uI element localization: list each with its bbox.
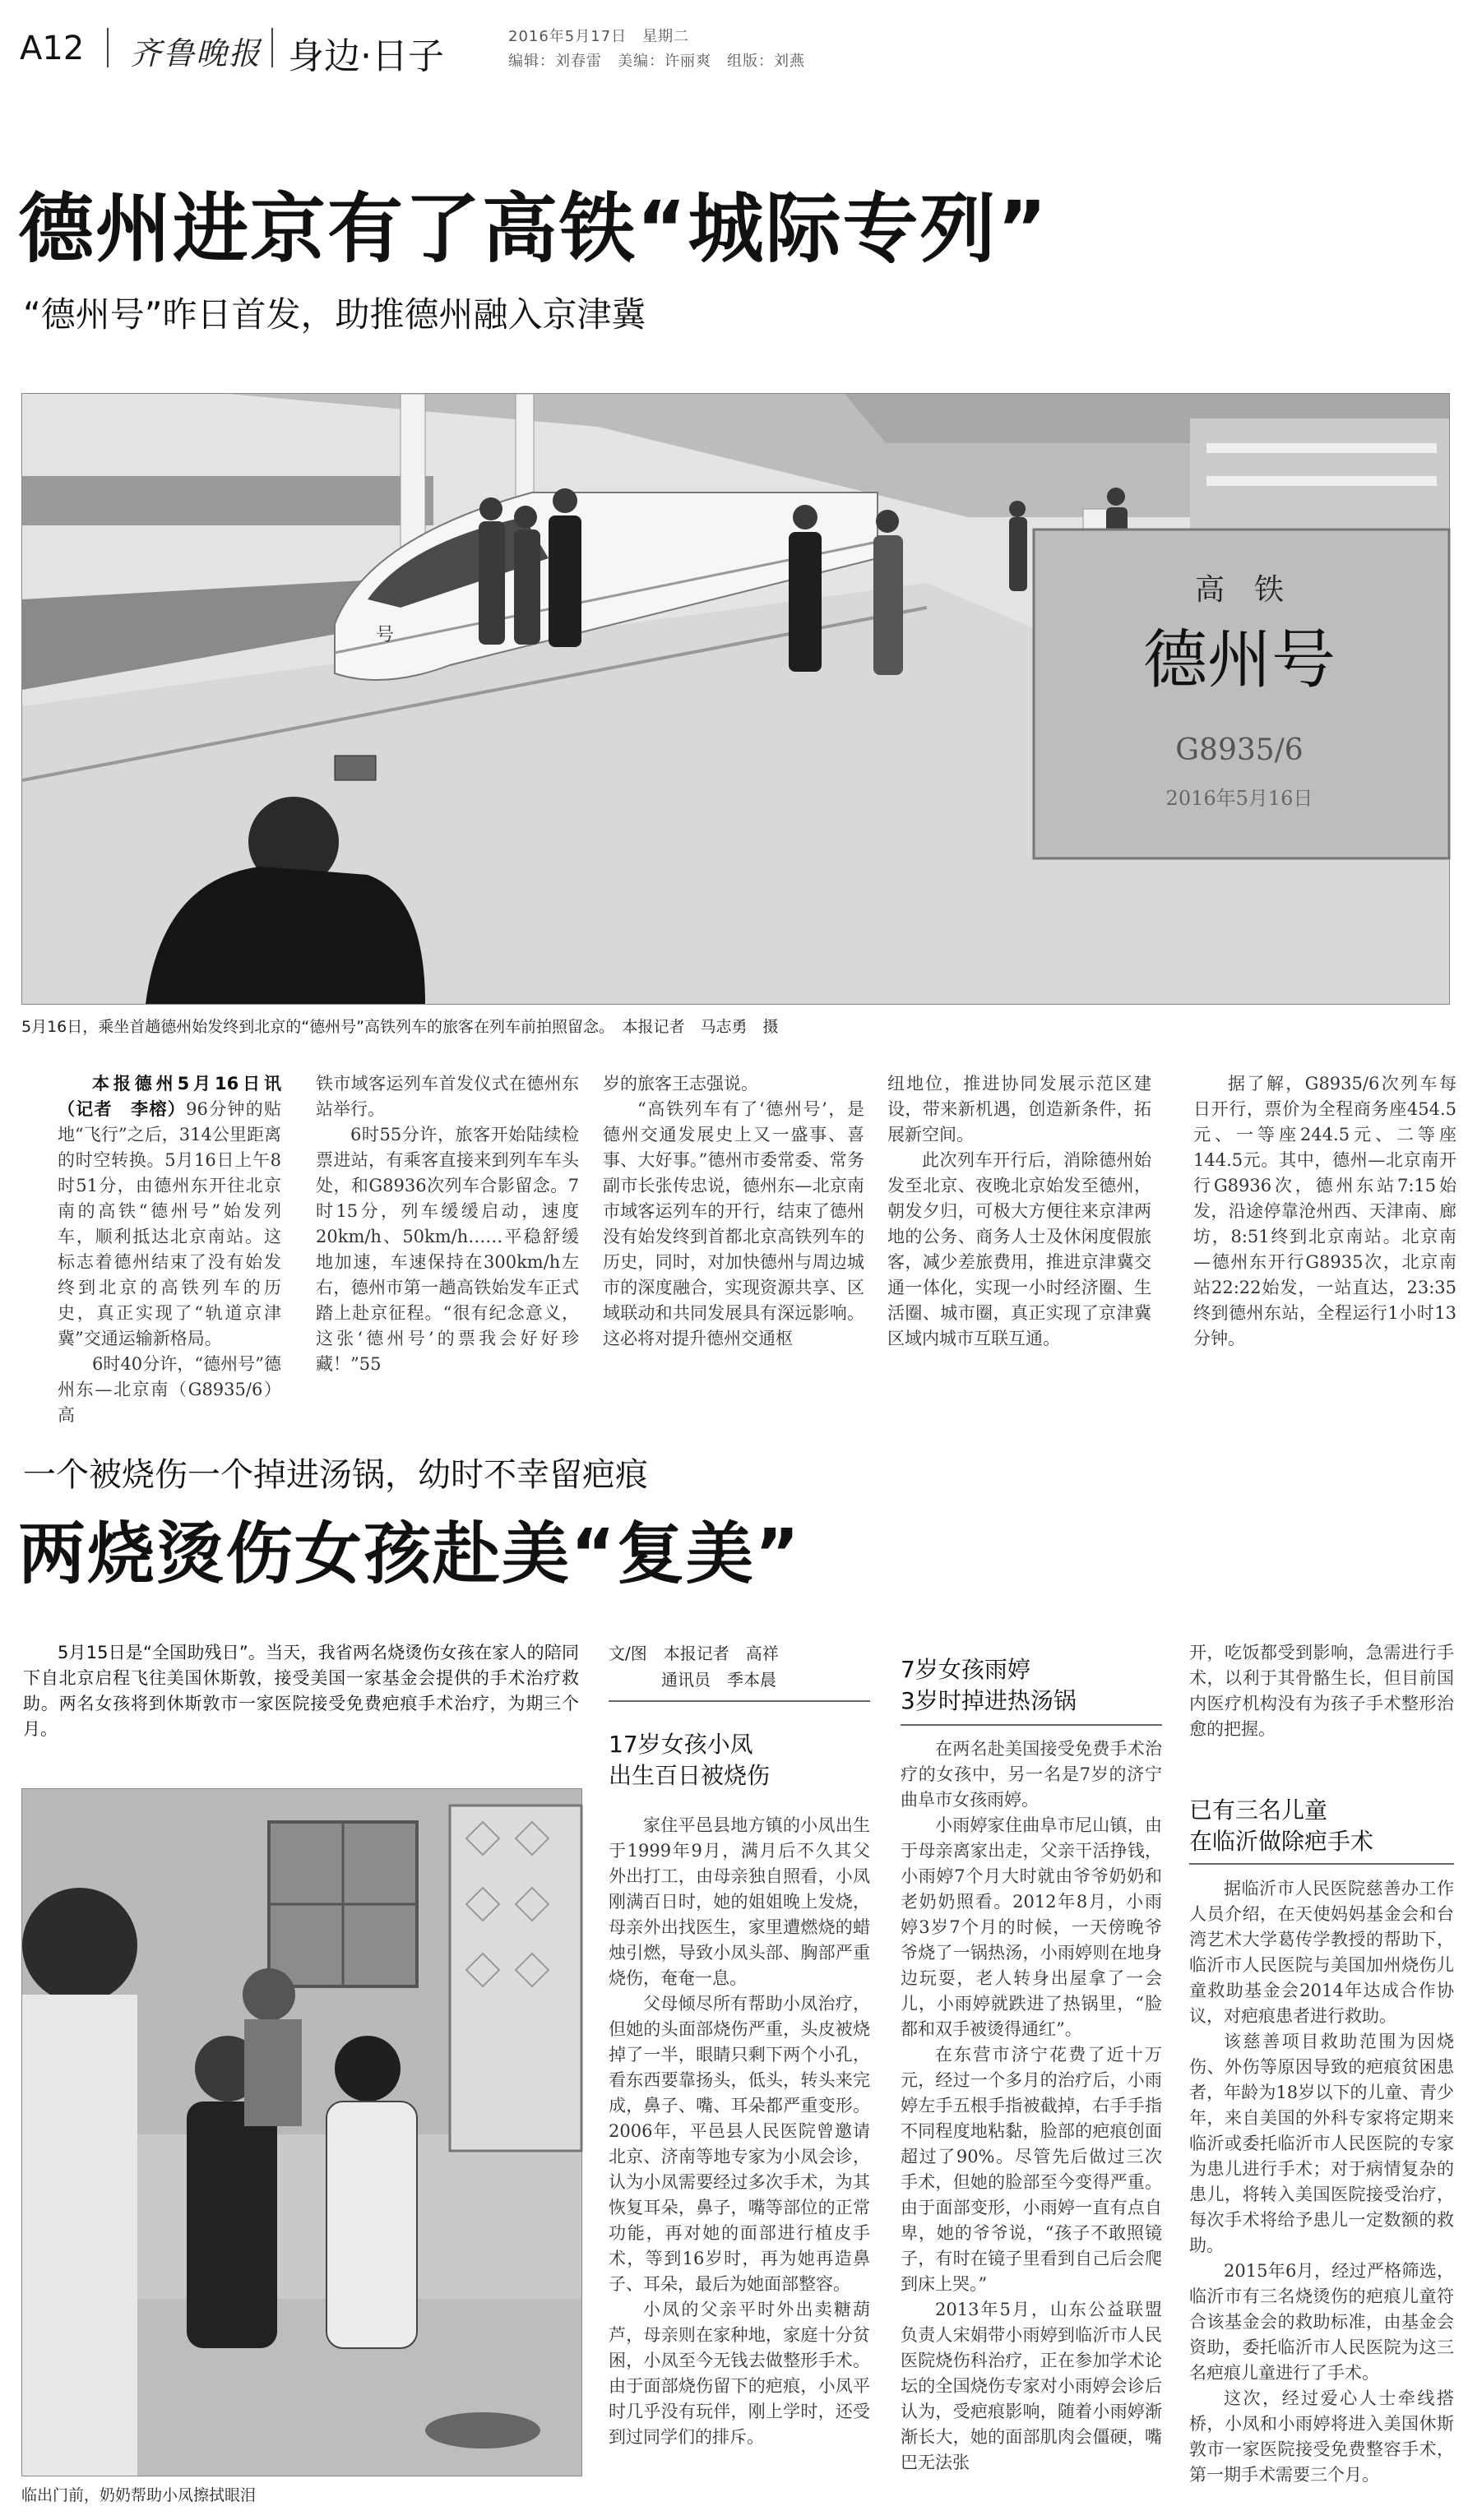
- story1-dateline: 本报德州5月16日讯（记者 李榕）: [58, 1074, 281, 1119]
- story2-paragraph: 在东营市济宁花费了近十万元，经过一个多月的治疗后，小雨婷左手五根手指被截掉，右手手指不同程度地粘黏，脸部的疤痕创面超过了90%。尽管先后做过三次手术，但她的脸部至今变得严重。由于面部变形，小雨婷一直有点自卑，她的爷爷说，“孩子不敢照镜子，有时在镜子里看到自己后会爬到床上哭。”: [901, 2045, 1162, 2294]
- story1-column-2: [316, 1071, 579, 1396]
- story2-paragraph: 该慈善项目救助范围为因烧伤、外伤等原因导致的疤痕贫困患者，年龄为18岁以下的儿童、青少年，来自美国的外科专家将定期来临沂或委托临沂市人民医院的专家为患儿进行手术；对于病情复杂的患儿，将转入美国医院接受治疗，每次手术将给予患儿一定数额的救助。: [1189, 2032, 1454, 2255]
- sign-line-4: 2016年5月16日: [1165, 787, 1313, 810]
- story1-photo-caption: 5月16日，乘坐首趟德州始发终到北京的“德州号”高铁列车的旅客在列车前拍照留念。 本报记者 马志勇 摄: [21, 1018, 779, 1036]
- subheading-linyi: 已有三名儿童 在临沂做除疤手术: [1189, 1796, 1374, 1855]
- story2-paragraph: 2013年5月，山东公益联盟负责人宋娟带小雨婷到临沂市人民医院烧伤科治疗，正在参加学术论坛的全国烧伤专家对小雨婷会诊后认为，受疤痕影响，随着小雨婷渐渐长大，她的面部肌肉会僵硬，嘴巴无法张: [901, 2300, 1162, 2472]
- story2-paragraph: 在两名赴美国接受免费手术治疗的女孩中，另一名是7岁的济宁曲阜市女孩雨婷。: [901, 1739, 1162, 1810]
- story1-column-4: [887, 1071, 1151, 1396]
- issue-date: 2016年5月17日 星期二: [508, 28, 690, 45]
- story1-headline: 德州进京有了高铁“城际专列”: [18, 185, 1049, 273]
- story2-paragraph: 这次，经过爱心人士牵线搭桥，小凤和小雨婷将进入美国休斯敦市一家医院接受免费整容手术，第一期手术需要三个月。: [1189, 2388, 1454, 2485]
- train-platform-illustration: [22, 394, 1449, 1004]
- story2-column-a: [609, 1813, 870, 2508]
- story2-paragraph: 据临沂市人民医院慈善办工作人员介绍，在天使妈妈基金会和台湾艺术大学葛传学教授的帮助下，临沂市人民医院与美国加州烧伤儿童救助基金会2014年达成合作协议，对疤痕患者进行救助。: [1189, 1879, 1454, 2026]
- section-name: 身边·日子: [288, 35, 444, 77]
- story2-column-b: [901, 1736, 1162, 2509]
- train-sign-board: [1034, 529, 1449, 858]
- story2-paragraph: 2015年6月，经过严格筛选，临沂市有三名烧烫伤的疤痕儿童符合该基金会的救助标准，由基金会资助，委托临沂市人民医院为这三名疤痕儿童进行了手术。: [1189, 2261, 1454, 2383]
- story1-paragraph: 96分钟的贴地“飞行”之后，314公里距离的时空转换。5月16日上午8时51分，由德州东开往北京南的高铁“德州号”始发列车，顺利抵达北京南站。这标志着德州结束了没有始发终到北京的高铁列车的历史，真正实现了“轨道京津冀”交通运输新格局。: [58, 1099, 281, 1348]
- story2-paragraph: 父母倾尽所有帮助小凤治疗，但她的头面部烧伤严重，头皮被烧掉了一半，眼睛只剩下两个小孔，看东西要靠扬头，低头，转头来完成，鼻子、嘴、耳朵都严重变形。2006年，平邑县人民医院曾邀请北京、济南等地专家为小凤会诊，认为小凤需要经过多次手术，为其恢复耳朵，鼻子，嘴等部位的正常功能，再对她的面部进行植皮手术，等到16岁时，再为她再造鼻子、耳朵，最后为她面部整容。: [609, 1994, 870, 2294]
- section-rule: [1189, 1863, 1454, 1865]
- subheading-xiaofeng: 17岁女孩小凤 出生百日被烧伤: [609, 1731, 771, 1789]
- family-farewell-illustration: [22, 1789, 581, 2476]
- train-nose-label: 号: [376, 625, 395, 645]
- story2-paragraph: 小雨婷家住曲阜市尼山镇，由于母亲离家出走，父亲干活挣钱，小雨婷7个月大时就由爷爷奶奶和老奶奶照看。2012年8月，小雨婷3岁7个月的时候，一天傍晚爷爷烧了一锅热汤，小雨婷则在地身边玩耍，老人转身出屋拿了一会儿，小雨婷就跌进了热锅里，“脸都和双手被烫得通红”。: [901, 1815, 1162, 2039]
- story1-paragraph: 6时55分许，旅客开始陆续检票进站，有乘客直接来到列车车头处，和G8936次列车合影留念。7时15分，列车缓缓启动，速度20km/h、50km/h……平稳舒缓地加速，车速保持在300km/h左右，德州市第一趟高铁始发车正式踏上赴京征程。“很有纪念意义，这张‘德州号’的票我会好好珍藏！”55: [316, 1125, 579, 1374]
- story1-column-5: [1193, 1071, 1456, 1396]
- story1-paragraph: 纽地位，推进协同发展示范区建设，带来新机遇，创造新条件，拓展新空间。: [887, 1074, 1151, 1144]
- story1-paragraph: 铁市域客运列车首发仪式在德州东站举行。: [316, 1074, 579, 1119]
- story2-column-c-top: [1189, 1640, 1454, 1792]
- section-rule: [901, 1724, 1162, 1726]
- story1-paragraph: “高铁列车有了‘德州号’，是德州交通发展史上又一盛事、喜事、大好事。”德州市委常委、常务副市长张传忠说，德州东—北京南市域客运列车的开行，结束了德州没有始发终到首都北京高铁列车的历史，同时，对加快德州与周边城市的深度融合，实现资源共享、区域联动和共同发展具有深远影响。这必将对提升德州交通枢: [603, 1099, 864, 1348]
- sign-line-1: 高 铁: [1194, 573, 1285, 607]
- sign-line-2: 德州号: [1142, 623, 1336, 697]
- header-divider: [271, 28, 273, 67]
- story2-paragraph: 开，吃饭都受到影响，急需进行手术，以利于其骨骼生长，但目前国内医疗机构没有为孩子手术整形治愈的把握。: [1189, 1643, 1454, 1739]
- story2-intro-text: 5月15日是“全国助残日”。当天，我省两名烧烫伤女孩在家人的陪同下自北京启程飞往美国休斯敦，接受美国一家基金会提供的手术治疗救助。两名女孩将到休斯敦市一家医院接受免费疤痕手术治疗，为期三个月。: [23, 1643, 579, 1739]
- story1-subheadline: “德州号”昨日首发，助推德州融入京津冀: [23, 294, 646, 335]
- story1-column-1: [58, 1071, 281, 1425]
- story2-intro: [23, 1640, 579, 1742]
- story2-headline: 两烧烫伤女孩赴美“复美”: [18, 1515, 801, 1593]
- newspaper-logo: 齐鲁晚报: [130, 35, 262, 72]
- subheading-yuting: 7岁女孩雨婷 3岁时掉进热汤锅: [901, 1656, 1077, 1714]
- story2-photo-caption: 临出门前，奶奶帮助小凤擦拭眼泪: [21, 2486, 257, 2504]
- story1-photo-train-platform: [21, 393, 1450, 1005]
- byline-line-1: 文/图 本报记者 高祥: [609, 1644, 779, 1663]
- story2-byline: [609, 1640, 779, 1693]
- story1-paragraph: 6时40分许，“德州号”德州东—北京南（G8935/6）高: [58, 1354, 281, 1425]
- story2-kicker: 一个被烧伤一个掉进汤锅，幼时不幸留疤痕: [23, 1456, 648, 1494]
- header-divider: [107, 28, 109, 67]
- sign-line-3: G8935/6: [1175, 733, 1304, 767]
- page-number: A12: [20, 30, 85, 67]
- story1-paragraph: 据了解，G8935/6次列车每日开行，票价为全程商务座454.5元、一等座244.5元、二等座144.5元。其中，德州—北京南开行G8936次，德州东站7:15始发，沿途停靠沧州西、天津南、廊坊，8:51终到北京南站。北京南—德州东开行G8935次，北京南站22:22始发，一站直达，23:35终到德州东站，全程运行1小时13分钟。: [1193, 1074, 1456, 1348]
- section-rule: [609, 1700, 870, 1702]
- story1-column-3: [603, 1071, 864, 1396]
- story2-column-c: [1189, 1876, 1454, 2509]
- story2-paragraph: 家住平邑县地方镇的小凤出生于1999年9月，满月后不久其父外出打工，由母亲独自照看，小凤刚满百日时，她的姐姐晚上发烧，母亲外出找医生，家里遭燃烧的蜡烛引燃，导致小凤头部、胸部严重烧伤，奄奄一息。: [609, 1815, 870, 1988]
- story1-paragraph: 此次列车开行后，消除德州始发至北京、夜晚北京始发至德州，朝发夕归，可极大方便往来京津两地的公务、商务人士及休闲度假旅客，减少差旅费用，推进京津冀交通一体化，实现一小时经济圈、生活圈、城市圈，真正实现了京津冀区域内城市互联互通。: [887, 1150, 1151, 1348]
- byline-line-2: 通讯员 季本晨: [661, 1670, 776, 1690]
- story2-paragraph: 小凤的父亲平时外出卖糖葫芦，母亲则在家种地，家庭十分贫困，小凤至今无钱去做整形手术。由于面部烧伤留下的疤痕，小凤平时几乎没有玩伴，刚上学时，还受到过同学们的排斥。: [609, 2300, 870, 2447]
- story2-photo-family: [21, 1788, 582, 2476]
- editors-line: 编辑：刘春雷 美编：许丽爽 组版：刘燕: [508, 53, 805, 70]
- story1-paragraph: 岁的旅客王志强说。: [603, 1074, 758, 1094]
